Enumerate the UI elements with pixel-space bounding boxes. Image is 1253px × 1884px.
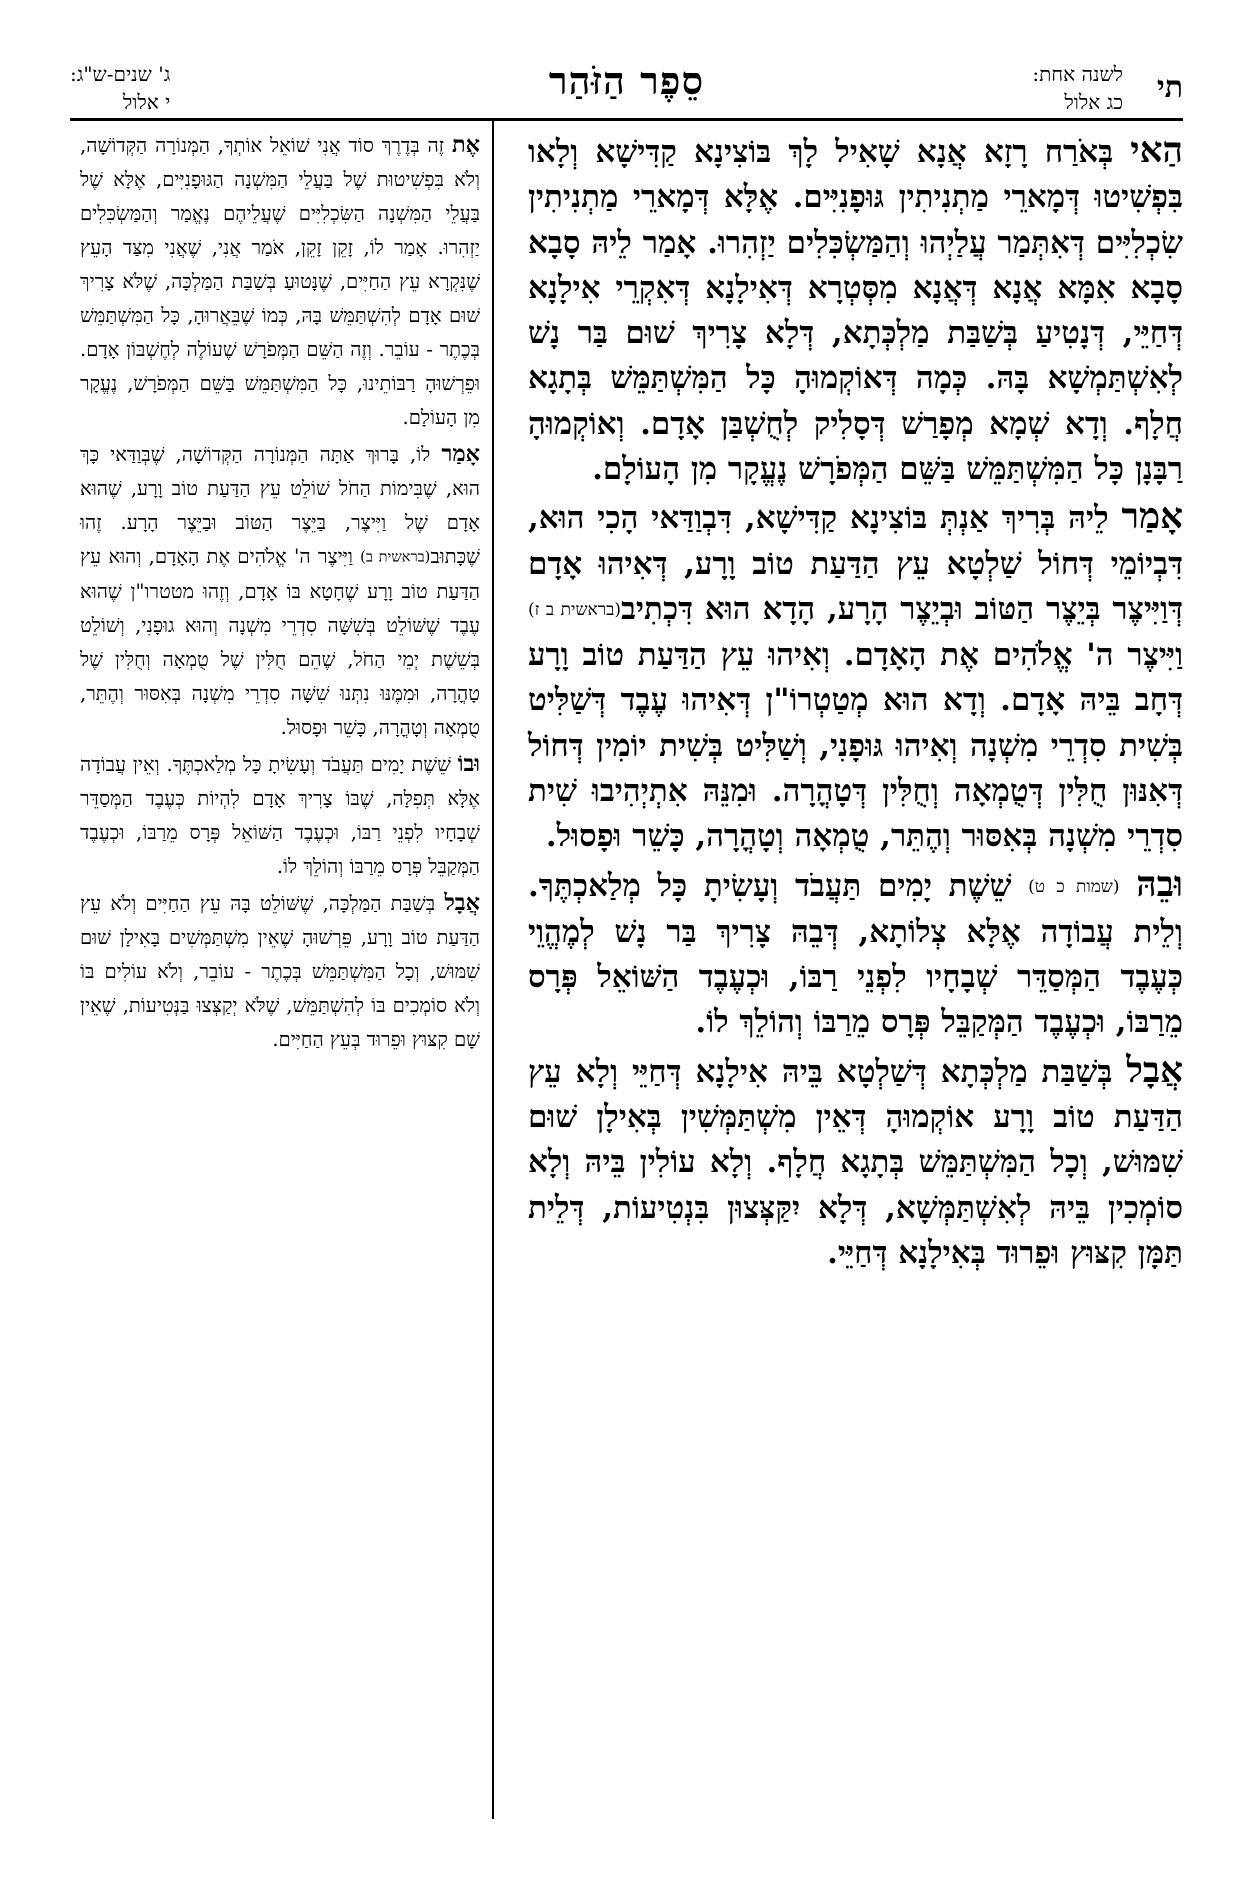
paragraph-text: שֵׁשֶׁת יָמִים תַּעֲבֹד וְעָשִׂיתָ כָּל מְלַאכְתֶּךָ. וְלֵית עֲבוֹדָה אֶלָּא צְלוֹתָא, דְּבֵהּ צָרִיךְ בַּר נָשׁ לְמֶהֱוֵי כְּעֶבֶד הַמְּסַדֵּר שְׁבָחָיו לִפְנֵי רַבּוֹ, וּכְעֶבֶד הַשּׁוֹאֵל פְּרָס מֵרַבּוֹ, וּכְעֶבֶד הַמְּקַבֵּל פְּרָס מֵרַבּוֹ וְהוֹלֵךְ לוֹ. bbox=[528, 867, 1183, 1041]
paragraph-text: שֵׁשֶׁת יָמִים תַּעֲבֹד וְעָשִׂיתָ כָּל מְלַאכְתֶּךָ. וְאֵין עֲבוֹדָה אֶלָּא תְּפִלָּה, שֶׁבּוֹ צָרִיךְ אָדָם לִהְיוֹת כְּעֶבֶד הַמְּסַדֵּר שְׁבָחָיו לִפְנֵי רַבּוֹ, וּכְעֶבֶד הַשּׁוֹאֵל פְּרָס מֵרַבּוֹ, וּכְעֶבֶד הַמְּקַבֵּל פְּרָס מֵרַבּוֹ וְהוֹלֵךְ לוֹ. bbox=[80, 752, 480, 878]
paragraph bbox=[80, 128, 480, 435]
page-header bbox=[70, 58, 1183, 118]
verse-reference: (בראשית ב) bbox=[360, 548, 431, 566]
paragraph-text: לֵיהּ בְּרִיךְ אַנְתְּ בּוֹצִינָא קַדִּישָׁא, דִּבְוַדַּאי הָכִי הוּא, דִּבְיוֹמֵי דְּחוֹל שַׁלְטָא עֵץ הַדַּעַת טוֹב וָרָע, דְּאִיהוּ אָדָם דְּוַיִּיצֶר בְּיֵצֶר הַטּוֹב וּבְיֵצֶר הָרָע, הָדָא הוּא דִּכְתִיב bbox=[528, 500, 1183, 627]
paragraph bbox=[528, 494, 1183, 859]
paragraph-text: וַיִּיצֶר ה' אֱלֹהִים אֶת הָאָדָם, וְהוּא עֵץ הַדַּעַת טוֹב וָרָע שֶׁחָטָא בּוֹ אָדָם, וְזֶהוּ מטטרו"ן שֶׁהוּא עֶבֶד שֶׁשּׁוֹלֵט בְּשִׁשָּׁה סִדְרֵי מִשְׁנָה וְהוּא גוּפָנִי, וְשׁוֹלֵט בְּשֵׁשֶׁת יְמֵי הַחֹל, שֶׁהֵם חֻלִּין שֶׁל טֻמְאָה וְחֻלִּין שֶׁל טָהֳרָה, וּמִמֶּנּוּ נִתְּנוּ שִׁשָּׁה סִדְרֵי מִשְׁנָה בְּאִסּוּר וְהֶתֵּר, טֻמְאָה וְטָהֳרָה, כָּשֵׁר וּפָסוּל. bbox=[80, 545, 480, 739]
paragraph-text: בְּשַׁבַּת מַלְכְּתָא דְּשַׁלְטָא בֵּיהּ אִילָנָא דְּחַיֵּי וְלָא עֵץ הַדַּעַת טוֹב וָרָע אוֹקְמוּהָ דְּאֵין מִשְׁתַּמְּשִׁין בְּאִילָן שׁוּם שִׁמּוּשׁ, וְכָל הַמִּשְׁתַּמֵּשׁ בְּתָגָא חֲלָף. וְלָא עוֹלִין בֵּיהּ וְלָא סוֹמְכִין בֵּיהּ לְאִשְׁתַּמְּשָׁא, דְּלָא יִקַּצְּצוּן בִּנְטִיעוֹת, דְּלֵית תַּמָּן קִצּוּץ וּפֵרוּד בְּאִילָנָא דְּחַיֵּי. bbox=[528, 1053, 1183, 1271]
schedule-date: כג אלול bbox=[1064, 90, 1123, 114]
column-divider bbox=[492, 121, 494, 1819]
paragraph bbox=[528, 862, 1183, 1046]
opening-word: אֲבָל bbox=[1126, 1049, 1183, 1091]
verse-reference: (בראשית ב ז) bbox=[528, 599, 621, 620]
schedule-date: י אלול bbox=[122, 90, 171, 114]
opening-word: אֶת bbox=[451, 132, 480, 158]
paragraph-text: זֶה בְּדֶרֶךְ סוֹד אֲנִי שׁוֹאֵל אוֹתְךָ, הַמְּנוֹרָה הַקְּדוֹשָׁה, וְלֹא בִּפְשִׁיטוּת שֶׁל בַּעֲלֵי הַמִּשְׁנָה הַגּוּפָנִיִּים, אֶלָּא שֶׁל בַּעֲלֵי הַמִּשְׁנָה הַשִּׂכְלִיִּים שֶׁעֲלֵיהֶם נֶאֱמַר וְהַמַּשְׂכִּלִים יַזְהִרוּ. אָמַר לוֹ, זָקֵן זָקֵן, אֹמַר אֲנִי, שֶׁאֲנִי מִצַּד הָעֵץ שֶׁנִּקְרָא עֵץ הַחַיִּים, שֶׁנָּטוּעַ בְּשַׁבַּת הַמַּלְכָּה, שֶׁלֹּא צָרִיךְ שׁוּם אָדָם לְהִשְׁתַּמֵּשׁ בָּהּ, כְּמוֹ שֶׁבֵּאֲרוּהָ, כָּל הַמִּשְׁתַּמֵּשׁ בְּכֶתֶר - עוֹבֵר. וְזֶה הַשֵּׁם הַמְּפֹרָשׁ שֶׁעוֹלֶה לְחֶשְׁבּוֹן אָדָם. וּפֵרְשׁוּהָ רַבּוֹתֵינוּ, כָּל הַמִּשְׁתַּמֵּשׁ בַּשֵּׁם הַמְּפֹרָשׁ, נֶעֱקָר מִן הָעוֹלָם. bbox=[80, 134, 480, 429]
hebrew-translation-column bbox=[80, 128, 480, 1059]
schedule-label: לשנה אחת: bbox=[1032, 62, 1123, 86]
paragraph bbox=[528, 128, 1183, 492]
paragraph-text: לוֹ, בָּרוּךְ אַתָּה הַמְּנוֹרָה הַקְּדוֹשָׁה, שֶׁבְּוַדַּאי כָּךְ הוּא, שֶׁבִּימוֹת הַחֹל שׁוֹלֵט עֵץ הַדַּעַת טוֹב וָרָע, שֶׁהוּא אָדָם שֶׁל וַיִּיצֶר, בַּיֵּצֶר הַטּוֹב וּבַיֵּצֶר הָרָע. זֶהוּ שֶׁכָּתוּב bbox=[80, 443, 480, 568]
opening-word: אֲבָל bbox=[444, 889, 480, 916]
opening-word: אָמַר bbox=[1121, 496, 1183, 538]
aramaic-column bbox=[528, 128, 1183, 1278]
paragraph bbox=[80, 437, 480, 745]
schedule-label: ג' שנים-ש"ג: bbox=[70, 62, 171, 86]
paragraph bbox=[80, 747, 480, 884]
paragraph-text: בְּאֹרַח רָזָא אֲנָא שָׁאִיל לָךְ בּוֹצִינָא קַדִּישָׁא וְלָאו בִּפְשִׁיטוּ דְּמָארֵי מַתְנִיתִין גּוּפָנִיִּים. אֶלָּא דְּמָארֵי מַתְנִיתִין שִׂכְלִיִּים דְּאִתְּמַר עֲלַיְהוּ וְהַמַּשְׂכִּלִים יַזְהִרוּ. אָמַר לֵיהּ סָבָא סָבָא אִמָּא אֲנָא דְּאֲנָא מִסְּטְרָא דְּאִילָנָא דְּאִקְרֵי אִילָנָא דְּחַיֵּי, דְּנָטִיעַ בְּשַׁבַּת מַלְכְּתָא, דְּלָא צָרִיךְ שׁוּם בַּר נָשׁ לְאִשְׁתַּמְשָׁא בָּהּ. כְּמָה דְּאוֹקְמוּהָ כָּל הַמִּשְׁתַּמֵּשׁ בְּתָגָא חֲלָף. וְדָא שְׁמָא מְפָרַשׁ דְּסָלִיק לְחֻשְׁבַּן אָדָם. וְאוֹקְמוּהָ רַבָּנָן כָּל הַמִּשְׁתַּמֵּשׁ בַּשֵּׁם הַמְּפֹרָשׁ נֶעֱקָר מִן הָעוֹלָם. bbox=[528, 134, 1183, 488]
opening-word: וּבֵהּ bbox=[1136, 863, 1183, 905]
verse-reference: (שמות כ ט) bbox=[1028, 876, 1120, 897]
paragraph-text bbox=[1120, 868, 1137, 904]
opening-word: הַאי bbox=[1130, 130, 1183, 171]
header-rule bbox=[70, 118, 1183, 121]
book-title: סֵפֶר הַזֹּהַר bbox=[548, 58, 705, 103]
page-number: תי bbox=[1156, 70, 1183, 105]
paragraph-text: בְּשַׁבַּת הַמַּלְכָּה, שֶׁשּׁוֹלֵט בָּהּ עֵץ הַחַיִּים וְלֹא עֵץ הַדַּעַת טוֹב וָרָע, פֵּרְשׁוּהָ שֶׁאֵין מִשְׁתַּמְּשִׁים בָּאִילָן שׁוּם שִׁמּוּשׁ, וְכָל הַמִּשְׁתַּמֵּשׁ בְּכֶתֶר - עוֹבֵר, וְלֹא עוֹלִים בּוֹ וְלֹא סוֹמְכִים בּוֹ לְהִשְׁתַּמֵּשׁ, שֶׁלֹּא יְקַצְּצוּ בַּנְּטִיעוֹת, שֶׁאֵין שָׁם קִצּוּץ וּפֵרוּד בְּעֵץ הַחַיִּים. bbox=[80, 891, 480, 1051]
paragraph bbox=[80, 886, 480, 1057]
paragraph bbox=[528, 1048, 1183, 1276]
opening-word: אָמַר bbox=[441, 441, 480, 467]
opening-word: וּבוֹ bbox=[457, 750, 480, 777]
daily-schedule-three-year bbox=[70, 60, 170, 116]
paragraph-text: וַיִּיצֶר ה' אֱלֹהִים אֶת הָאָדָם. וְאִיהוּ עֵץ הַדַּעַת טוֹב וָרָע דְּחָב בֵּיהּ אָדָם. וְדָא הוּא מְטַטְרוֹ"ן דְּאִיהוּ עֶבֶד דְּשַׁלִּיט בְּשִׁית סִדְרֵי מִשְׁנָה וְאִיהוּ גּוּפָנִי, וְשַׁלִּיט בְּשִׁית יוֹמִין דְּחוֹל דְּאִנּוּן חֻלִּין דְּטֻמְאָה וְחֻלִּין דְּטָהֳרָה. וּמִנֵּהּ אִתְיְהִיבוּ שִׁית סִדְרֵי מִשְׁנָה בְּאִסּוּר וְהֶתֵּר, טֻמְאָה וְטָהֳרָה, כָּשֵׁר וּפָסוּל. bbox=[528, 637, 1183, 855]
